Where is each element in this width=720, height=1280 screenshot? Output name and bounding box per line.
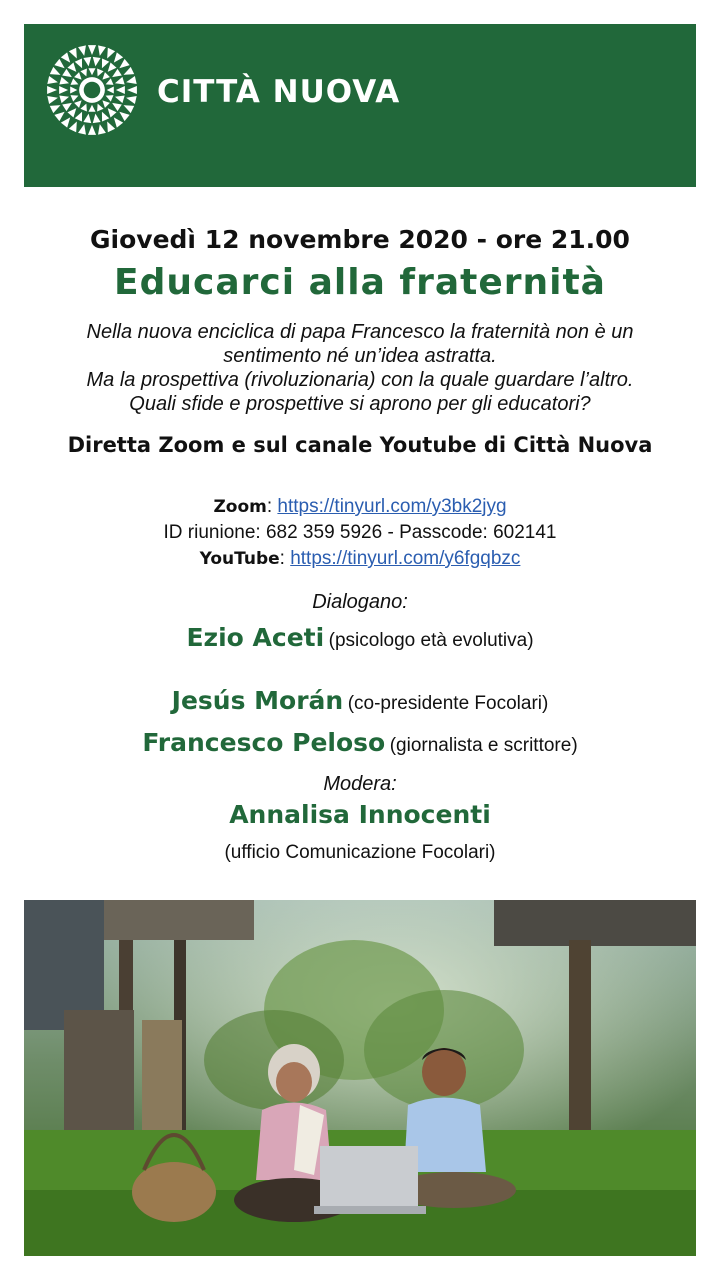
youtube-link[interactable]: https://tinyurl.com/y6fgqbzc <box>290 548 521 569</box>
speaker-role: (psicologo età evolutiva) <box>328 630 534 651</box>
intro-line: Nella nuova enciclica di papa Francesco la fraternità non è un <box>86 321 634 343</box>
event-title: Educarci alla fraternità <box>114 262 606 303</box>
zoom-link[interactable]: https://tinyurl.com/y3bk2jyg <box>277 496 507 517</box>
speaker-name: Jesús Morán <box>171 686 344 715</box>
zoom-line: Zoom: https://tinyurl.com/y3bk2jyg <box>213 496 507 517</box>
speaker-name: Francesco Peloso <box>142 728 386 757</box>
speaker-name: Ezio Aceti <box>186 623 325 652</box>
sunburst-logo-icon <box>46 44 138 136</box>
youtube-label: YouTube <box>199 549 280 569</box>
header-banner <box>24 24 696 187</box>
live-stream-note: Diretta Zoom e sul canale Youtube di Città Nuova <box>67 433 653 457</box>
speaker-row <box>0 623 720 652</box>
brand-name: CITTÀ NUOVA <box>157 74 401 110</box>
event-date: Giovedì 12 novembre 2020 - ore 21.00 <box>90 225 630 254</box>
intro-line: Quali sfide e prospettive si aprono per gli educatori? <box>129 393 591 415</box>
event-intro <box>0 320 720 416</box>
moderator-name: Annalisa Innocenti <box>229 800 491 829</box>
moderator-role: (ufficio Comunicazione Focolari) <box>224 842 496 863</box>
meeting-id-line: ID riunione: 682 359 5926 - Passcode: 602141 <box>163 522 557 543</box>
speaker-row <box>0 686 720 715</box>
zoom-label: Zoom <box>213 497 267 517</box>
dialog-label: Dialogano: <box>312 591 408 613</box>
moderator-row <box>0 800 720 829</box>
speaker-row <box>0 728 720 757</box>
speaker-role: (giornalista e scrittore) <box>389 735 578 756</box>
youtube-line: YouTube: https://tinyurl.com/y6fgqbzc <box>199 548 521 569</box>
elderly-woman-and-boy-with-laptop-photo <box>24 900 696 1256</box>
moderator-label: Modera: <box>323 773 397 795</box>
intro-line: Ma la prospettiva (rivoluzionaria) con la quale guardare l’altro. <box>86 369 634 391</box>
speaker-role: (co-presidente Focolari) <box>347 693 549 714</box>
intro-line: sentimento né un’idea astratta. <box>223 345 497 367</box>
